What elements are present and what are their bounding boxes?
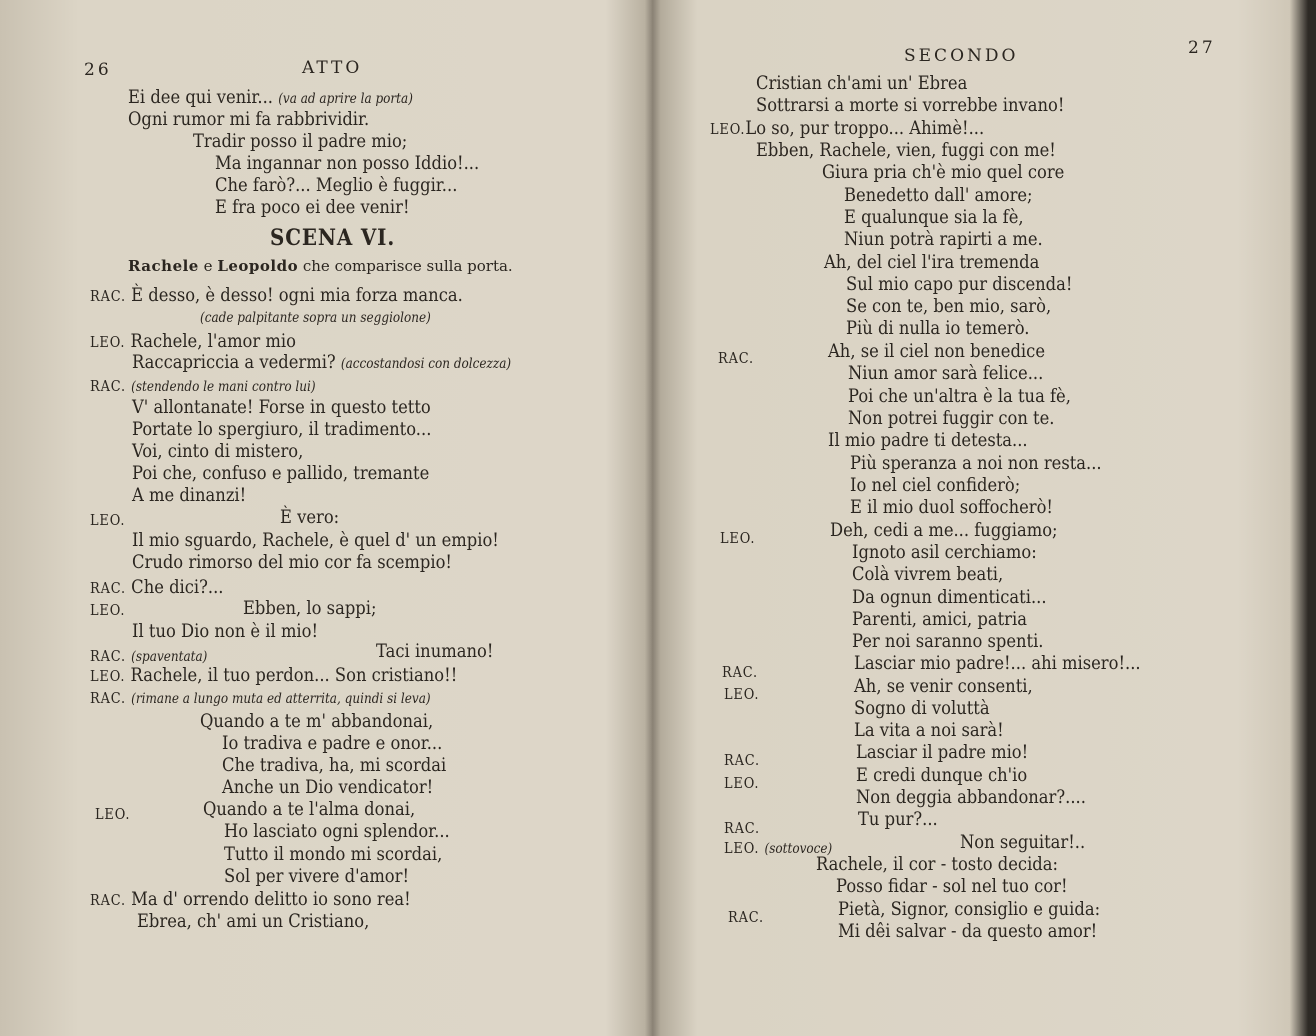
verse-line: Tu pur?... (858, 808, 938, 830)
verse-line: Ignoto asil cerchiamo: (852, 541, 1037, 563)
verse-line: E il mio duol soffocherò! (850, 496, 1054, 518)
verse-line: Posso fidar - sol nel tuo cor! (836, 875, 1068, 897)
page-number: 27 (1188, 38, 1216, 58)
speaker: LEO. (724, 685, 760, 703)
verse-line: Ebben, Rachele, vien, fuggi con me! (756, 139, 1056, 161)
verse-line: V' allontanate! Forse in questo tetto (132, 396, 431, 418)
verse-line: Colà vivrem beati, (852, 563, 1004, 585)
verse-line: Più speranza a noi non resta... (850, 452, 1102, 474)
verse-line: Il mio padre ti detesta... (828, 429, 1028, 451)
speaker: RAC. (718, 349, 754, 367)
dialogue-line: LEO. Rachele, l'amor mio (90, 330, 296, 352)
verse-line: Parenti, amici, patria (852, 608, 1027, 630)
speaker: RAC. (722, 663, 758, 681)
speaker: LEO. (720, 529, 756, 547)
verse-line: Ah, del ciel l'ira tremenda (824, 251, 1040, 273)
verse-line: Anche un Dio vendicator! (222, 776, 434, 798)
dialogue-line: RAC. Che dici?... (90, 576, 224, 598)
verse-line: E qualunque sia la fè, (844, 206, 1024, 228)
verse-line: Il tuo Dio non è il mio! (132, 620, 319, 642)
verse-line: Lasciar mio padre!... ahi misero!... (854, 652, 1141, 674)
verse-line: Io tradiva e padre e onor... (222, 732, 443, 754)
verse-line: Lasciar il padre mio! (856, 741, 1029, 763)
verse-line: Ebben, lo sappi; (243, 597, 377, 619)
verse-line: Da ognun dimenticati... (852, 586, 1047, 608)
scene-characters: Rachele e Leopoldo che comparisce sulla porta. (128, 257, 513, 275)
speaker: RAC. (724, 819, 760, 837)
verse-line: È vero: (280, 506, 340, 528)
verse-line: Ma ingannar non posso Iddio!... (215, 152, 480, 174)
verse-line: Il mio sguardo, Rachele, è quel d' un empio! (132, 529, 499, 551)
verse-line: Quando a te l'alma donai, (203, 798, 416, 820)
verse-line: Che tradiva, ha, mi scordai (222, 754, 447, 776)
verse-line: Tradir posso il padre mio; (193, 130, 408, 152)
verse-line: E credi dunque ch'io (856, 764, 1028, 786)
verse-line: Non deggia abbandonar?.... (856, 786, 1086, 808)
verse-line: Pietà, Signor, consiglio e guida: (838, 898, 1101, 920)
verse-line: Niun amor sarà felice... (848, 362, 1044, 384)
verse-line: Sottrarsi a morte si vorrebbe invano! (756, 94, 1065, 116)
speaker: LEO. (95, 805, 131, 823)
verse-line: Io nel ciel confiderò; (850, 474, 1021, 496)
verse-line: Deh, cedi a me... fuggiamo; (830, 519, 1058, 541)
left-page (0, 0, 648, 1036)
running-head: ATTO (302, 58, 363, 78)
dialogue-line: LEO.Lo so, pur troppo... Ahimè!... (710, 117, 985, 139)
verse-line: Ho lasciato ogni splendor... (224, 820, 450, 842)
verse-line: Sogno di voluttà (854, 697, 990, 719)
verse-line: Mi dêi salvar - da questo amor! (838, 920, 1098, 942)
verse-line: Poi che, confuso e pallido, tremante (132, 462, 430, 484)
verse-line: Più di nulla io temerò. (846, 317, 1030, 339)
verse-line: Se con te, ben mio, sarò, (846, 295, 1052, 317)
dialogue-line: Raccapriccia a vedermi? (accostandosi con dolcezza) (132, 351, 512, 373)
page-number: 26 (84, 60, 112, 80)
verse-line: Non seguitar!.. (960, 831, 1086, 853)
verse-line: Crudo rimorso del mio cor fa scempio! (132, 551, 453, 573)
stage-direction: (cade palpitante sopra un seggiolone) (200, 310, 431, 326)
dialogue-line: LEO. Rachele, il tuo perdon... Son cristiano!! (90, 664, 458, 686)
verse-line: Niun potrà rapirti a me. (844, 228, 1043, 250)
verse-line: Rachele, il cor - tosto decida: (816, 853, 1059, 875)
verse-line: La vita a noi sarà! (854, 719, 1004, 741)
verse-line: Ebrea, ch' ami un Cristiano, (137, 910, 370, 932)
running-head: SECONDO (904, 46, 1019, 66)
verse-line: Portate lo spergiuro, il tradimento... (132, 418, 432, 440)
verse-line: Ah, se il ciel non benedice (828, 340, 1045, 362)
right-page (652, 0, 1316, 1036)
verse-line: Cristian ch'ami un' Ebrea (756, 72, 968, 94)
dialogue-line: RAC. (spaventata) (90, 647, 208, 665)
verse-line: Ah, se venir consenti, (854, 675, 1033, 697)
scene-title: SCENA VI. (270, 225, 396, 251)
verse-line: A me dinanzi! (132, 484, 247, 506)
verse-line: Sul mio capo pur discenda! (846, 273, 1073, 295)
dialogue-line: RAC. (rimane a lungo muta ed atterrita, quindi si leva) (90, 689, 431, 707)
speaker: LEO. (90, 511, 126, 529)
dialogue-line: RAC. È desso, è desso! ogni mia forza manca. (90, 284, 463, 306)
verse-line: Sol per vivere d'amor! (224, 865, 410, 887)
dialogue-line: RAC. (stendendo le mani contro lui) (90, 377, 316, 395)
verse-line: Voi, cinto di mistero, (132, 440, 304, 462)
verse-line: Poi che un'altra è la tua fè, (848, 385, 1071, 407)
verse-line: Quando a te m' abbandonai, (200, 710, 434, 732)
verse-line: Per noi saranno spenti. (852, 630, 1044, 652)
verse-line: Benedetto dall' amore; (844, 184, 1033, 206)
speaker: RAC. (724, 751, 760, 769)
verse-line: E fra poco ei dee venir! (215, 196, 410, 218)
verse-line: Tutto il mondo mi scordai, (224, 843, 443, 865)
dialogue-line: LEO. (sottovoce) (724, 839, 833, 857)
dialogue-line: RAC. Ma d' orrendo delitto io sono rea! (90, 888, 411, 910)
verse-line: Che farò?... Meglio è fuggir... (215, 174, 458, 196)
speaker: LEO. (724, 774, 760, 792)
speaker: LEO. (90, 601, 126, 619)
speaker: RAC. (728, 908, 764, 926)
verse-line: Non potrei fuggir con te. (848, 407, 1055, 429)
verse-line: Ogni rumor mi fa rabbrividir. (128, 108, 370, 130)
verse-line: Taci inumano! (376, 640, 494, 662)
verse-line: Ei dee qui venir... (va ad aprire la porta) (128, 86, 413, 108)
verse-line: Giura pria ch'è mio quel core (822, 161, 1065, 183)
